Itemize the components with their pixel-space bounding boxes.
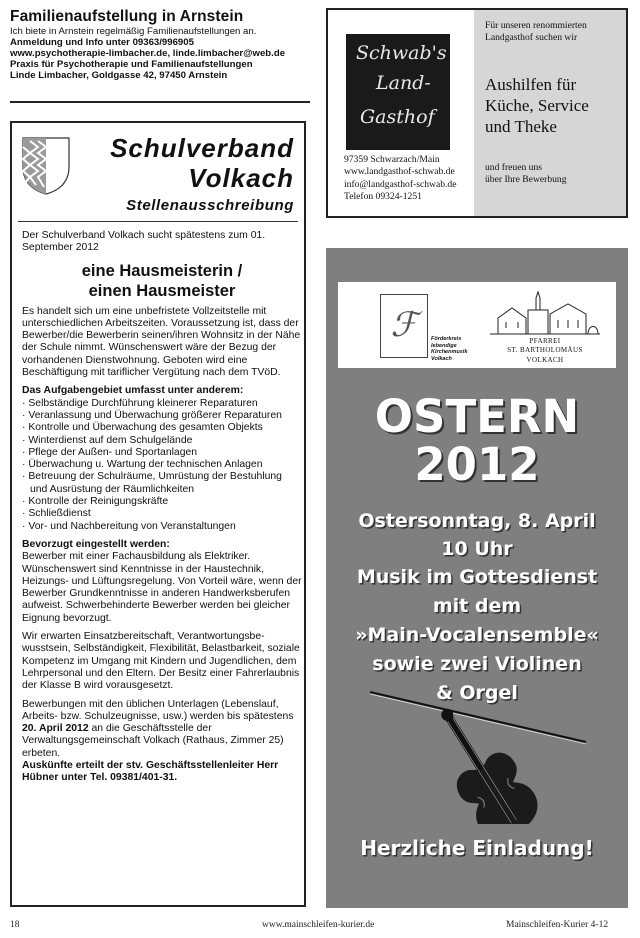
coat-of-arms-icon — [22, 137, 70, 195]
job-description: Es handelt sich um eine unbefristete Vollzeitstelle mit unterschiedlichen Arbeitszeiten. Voraussetzung ist, dass der Bewerber/die Bewerberin seinen/ihren Wohnsitz in der Nähe der Schule nimmt. Wünschenswert wäre der Bezug der vorhandenen Dienstwohnung. Geboten wird eine Beschäftigung mit tariflicher Vergütung nach dem TVöD. — [22, 305, 301, 379]
expectations-text: Wir erwarten Einsatzbereitschaft, Verantwortungsbewusstsein, Selbständigkeit, Flexibilität, Belastbarkeit, soziale Kompetenz im Umgang mit Kindern und Jugendlichen, dem Lehrpersonal und den Eltern. Der Besitz einer Fahrerlaubnis der Klasse B wird vorausgesetzt. — [22, 631, 300, 692]
task-item: · Schließdienst — [22, 508, 302, 520]
easter-line5: »Main-Vocalensemble« — [355, 624, 599, 646]
landgasthof-intro — [485, 20, 587, 45]
page-number: 18 — [10, 920, 20, 930]
job-intro: Der Schulverband Volkach sucht spätestens zum 01. September 2012 — [22, 230, 266, 254]
landgasthof-logo — [346, 34, 450, 150]
task-item: · Veranlassung und Überwachung größerer Reparaturen — [22, 410, 302, 422]
easter-line4: mit dem — [432, 595, 522, 617]
invitation-text: Herzliche Einladung! — [360, 836, 594, 860]
family-ad-line1: Ich biete in Arnstein regelmäßig Familienaufstellungen an. — [10, 26, 257, 37]
task-item: · Überwachung u. Wartung der technischen Anlagen — [22, 459, 302, 471]
schulverband-title-line2: Volkach — [188, 163, 294, 193]
schulverband-job-ad — [10, 121, 306, 907]
fk-label-line4: Volkach — [431, 355, 452, 362]
headline-line3: und Theke — [485, 117, 557, 136]
closing-line2: über Ihre Bewerbung — [485, 174, 567, 186]
violin-icon — [366, 684, 596, 824]
headline-line1: Aushilfen für — [485, 75, 577, 94]
divider — [10, 101, 310, 103]
application-deadline: 20. April 2012 — [22, 723, 89, 735]
family-ad-line2: Anmeldung und Info unter 09363/996905 — [10, 37, 194, 48]
position-title-line2: einen Hausmeister — [88, 281, 236, 300]
intro-line1: Für unseren renommierten — [485, 20, 587, 31]
logo-line1: Schwab's — [356, 42, 447, 64]
headline-line2: Küche, Service — [485, 96, 589, 115]
family-ad-line3: www.psychotherapie-limbacher.de, linde.limbacher@web.de — [10, 48, 286, 59]
task-item: · Betreuung der Schulräume, Umrüstung der Bestuhlung und Ausrüstung der Räumlichkeiten — [22, 471, 302, 496]
address-line2: www.landgasthof-schwab.de — [344, 166, 455, 178]
easter-line6: sowie zwei Violinen — [372, 653, 582, 675]
address-line1: 97359 Schwarzach/Main — [344, 154, 440, 165]
fk-logo: ℱ — [380, 294, 428, 358]
task-item: · Winterdienst auf dem Schulgelände — [22, 435, 302, 447]
schulverband-title-line1: Schulverband — [110, 133, 294, 163]
divider — [18, 221, 298, 222]
fk-logo-label — [431, 336, 467, 362]
family-ad-heading: Familienaufstellung in Arnstein — [10, 8, 244, 25]
preferred-heading: Bevorzugt eingestellt werden: — [22, 538, 170, 550]
task-item: · Pflege der Außen- und Sportanlagen — [22, 447, 302, 459]
parish-line2: ST. BARTHOLOMÄUS — [507, 346, 583, 354]
application-text — [22, 699, 302, 785]
family-constellation-ad — [10, 8, 310, 81]
fk-label-line2: lebendige — [431, 342, 457, 349]
task-item: · Kontrolle der Reinigungskräfte — [22, 496, 302, 508]
position-title — [22, 261, 302, 301]
preferred-text: Bewerber mit einer Fachausbildung als Elektriker. Wünschenswert sind Kenntnisse in der Haustechnik, Heizungs- und Lüftungsregelung. Von Vorteil wäre, wenn der Bewerber Grundkenntnisse in anderen Handwerksberufen aufweist. Schwerbehinderte Bewerber werden bei gleicher Eignung bevorzugt. — [22, 551, 302, 624]
fk-label-line1: Förderkreis — [431, 336, 462, 342]
footer-issue: Mainschleifen-Kurier 4-12 — [506, 920, 609, 930]
landgasthof-address — [344, 154, 456, 204]
task-item: · Selbständige Durchführung kleinerer Reparaturen — [22, 398, 302, 410]
tasks-list — [22, 398, 302, 533]
landgasthof-headline — [485, 74, 589, 137]
easter-line1: Ostersonntag, 8. April — [358, 510, 596, 532]
easter-line2: 10 Uhr — [441, 538, 513, 560]
application-text-a: Bewerbungen mit den üblichen Unterlagen (Lebenslauf, Arbeits- bzw. Schulzeugnisse, usw.) werden bis spätestens — [22, 698, 294, 722]
logo-line2: Land- — [376, 72, 431, 94]
family-ad-line4: Praxis für Psychotherapie und Familienaufstellungen — [10, 59, 253, 70]
job-ad-body — [22, 230, 302, 791]
easter-title: OSTERN — [374, 390, 580, 443]
tasks-heading: Das Aufgabengebiet umfasst unter anderem: — [22, 385, 244, 397]
contact-info: Auskünfte erteilt der stv. Geschäftsstellenleiter Herr Hübner unter Tel. 09381/401-31. — [22, 759, 279, 784]
application-text-b: an die Geschäftsstelle der Verwaltungsgemeinschaft Volkach (Rathaus, Zimmer 25) erbeten. — [22, 723, 284, 759]
logo-line3: Gasthof — [360, 106, 435, 128]
easter-line7: & Orgel — [436, 682, 518, 704]
task-item: · Vor- und Nachbereitung von Veranstaltungen — [22, 521, 302, 533]
parish-line3: VOLKACH — [526, 356, 564, 364]
easter-concert-ad — [326, 248, 628, 908]
fk-label-line3: Kirchenmusik — [431, 349, 468, 355]
position-title-line1: eine Hausmeisterin / — [81, 261, 243, 280]
easter-line3: Musik im Gottesdienst — [356, 566, 598, 588]
address-line4: Telefon 09324-1251 — [344, 191, 422, 203]
closing-line1: und freuen uns — [485, 162, 543, 173]
church-icon — [488, 290, 602, 336]
parish-line1: PFARREI — [529, 337, 561, 345]
landgasthof-closing — [485, 162, 567, 187]
job-ad-subtitle: Stellenausschreibung — [126, 197, 294, 214]
easter-year: 2012 — [414, 438, 540, 491]
family-ad-line5: Linde Limbacher, Goldgasse 42, 97450 Arnstein — [10, 70, 228, 81]
sponsor-logos — [338, 282, 616, 368]
landgasthof-ad — [326, 8, 628, 218]
intro-line2: Landgasthof suchen wir — [485, 32, 578, 44]
footer-website: www.mainschleifen-kurier.de — [262, 920, 375, 930]
task-item: · Kontrolle und Überwachung des gesamten Objekts — [22, 422, 302, 434]
address-line3: info@landgasthof-schwab.de — [344, 178, 457, 190]
